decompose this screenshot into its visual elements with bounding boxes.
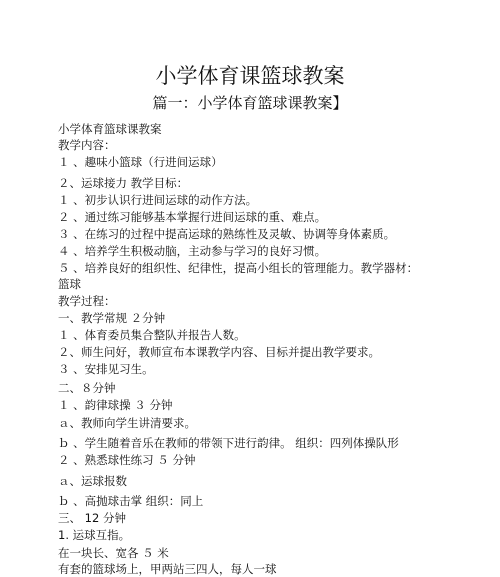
text-line: ４ 、培养学生积极动脑，主动参与学习的良好习惯。 (58, 244, 327, 258)
text-line: 教学内容： (58, 138, 116, 152)
document-title: 小学体育课篮球教案 (155, 64, 345, 88)
text-line: １ 、趣味小篮球（行进间运球） (58, 155, 223, 169)
text-line: 有套的篮球场上，甲两站三四人，每人一球 (58, 562, 277, 576)
text-line: 1. 运球互指。 (58, 528, 131, 542)
text-line: 教学过程： (58, 294, 116, 308)
text-line: ２、运球接力 教学目标： (58, 176, 189, 190)
text-line: ３ 、在练习的过程中提高运球的熟练性及灵敏、协调等身体素质。 (58, 227, 396, 241)
text-line: ２、师生问好，教师宣布本课教学内容、目标并提出教学要求。 (58, 345, 380, 359)
text-line: ｂ 、学生随着音乐在教师的带领下进行韵律。 组织：四列体操队形 (58, 436, 399, 450)
document-subtitle: 篇一：小学体育篮球课教案】 (152, 94, 348, 112)
text-line: ｂ 、高抛球击掌 组织：同上 (58, 494, 204, 508)
text-line: 一、教学常规 ２分钟 (58, 311, 166, 325)
text-line: 小学体育篮球课教案 (58, 122, 162, 136)
text-line: １ 、体育委员集合整队并报告人数。 (58, 328, 246, 342)
text-line: ２ 、熟悉球性练习 ５ 分钟 (58, 453, 196, 467)
text-line: １ 、韵律球操 ３ 分钟 (58, 398, 173, 412)
text-line: 在一块长、宽各 ５ 米 (58, 546, 169, 560)
text-line: １ 、初步认识行进间运球的动作方法。 (58, 193, 258, 207)
text-line: ２ 、通过练习能够基本掌握行进间运球的重、难点。 (58, 210, 327, 224)
text-line: 二、８分钟 (58, 381, 116, 395)
text-line: 三、 12 分钟 (58, 511, 126, 525)
text-line: ａ、运球报数 (58, 474, 127, 488)
text-line: ａ、教师向学生讲清要求。 (58, 416, 196, 430)
text-line: ３ 、安排见习生。 (58, 362, 154, 376)
text-line: ５ 、培养良好的组织性、纪律性，提高小组长的管理能力。教学器材： 篮球 (58, 261, 419, 291)
